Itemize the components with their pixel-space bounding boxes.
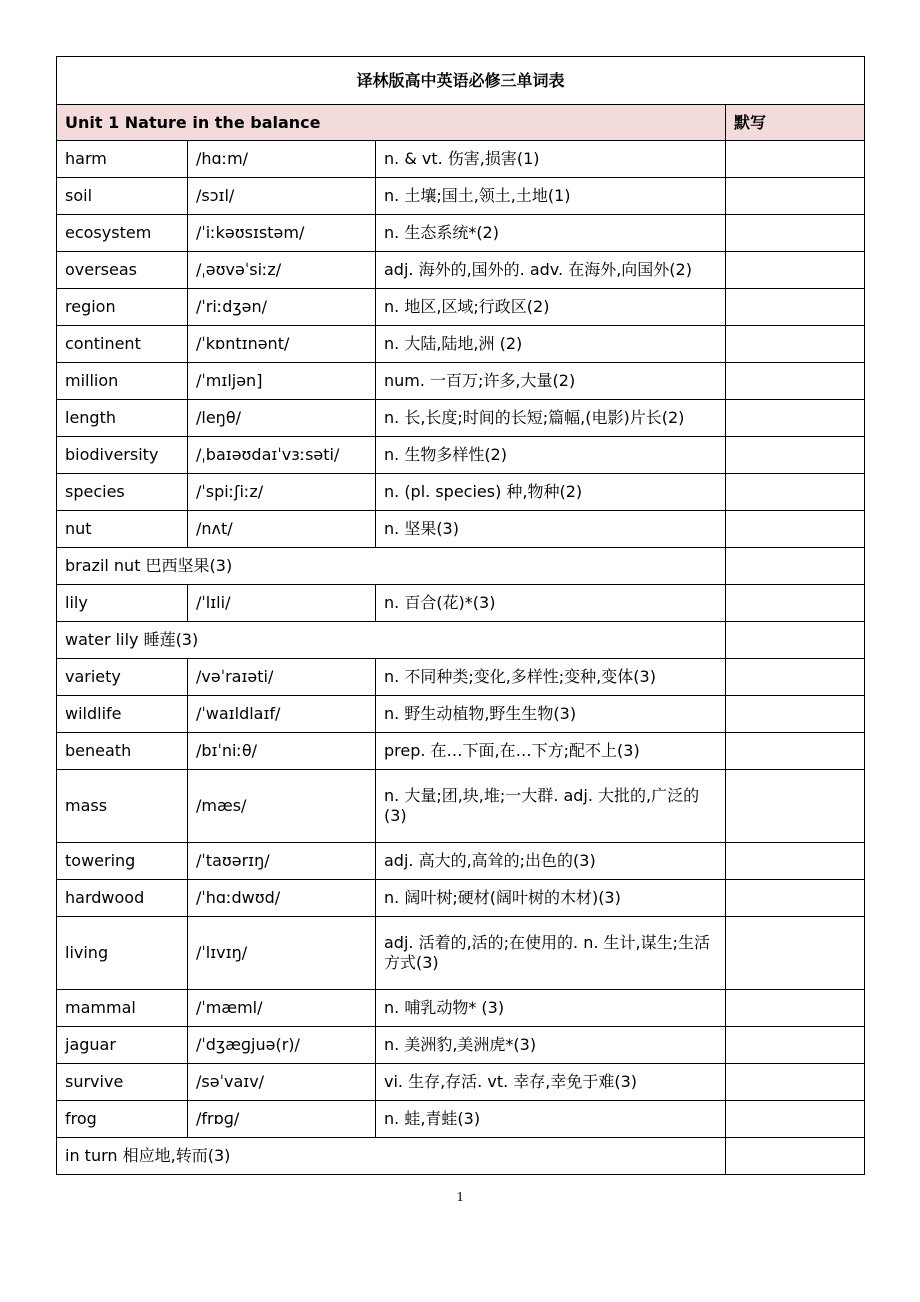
definition-cell: n. 蛙,青蛙(3)	[376, 1101, 726, 1138]
dictation-cell[interactable]	[726, 400, 865, 437]
definition-cell: n. 坚果(3)	[376, 511, 726, 548]
word-cell: hardwood	[57, 880, 188, 917]
dictation-cell[interactable]	[726, 289, 865, 326]
definition-cell: prep. 在…下面,在…下方;配不上(3)	[376, 733, 726, 770]
dictation-cell[interactable]	[726, 1138, 865, 1175]
word-cell: nut	[57, 511, 188, 548]
word-cell: wildlife	[57, 696, 188, 733]
word-cell: lily	[57, 585, 188, 622]
phonetic-cell: /hɑːm/	[188, 141, 376, 178]
definition-cell: adj. 活着的,活的;在使用的. n. 生计,谋生;生活方式(3)	[376, 917, 726, 990]
phonetic-cell: /mæs/	[188, 770, 376, 843]
word-cell: towering	[57, 843, 188, 880]
phonetic-cell: /ˈtaʊərɪŋ/	[188, 843, 376, 880]
dictation-cell[interactable]	[726, 622, 865, 659]
phrase-cell: in turn 相应地,转而(3)	[57, 1138, 726, 1175]
table-row	[57, 622, 865, 659]
word-cell: length	[57, 400, 188, 437]
table-row	[57, 770, 865, 843]
phonetic-cell: /ˈiːkəʊsɪstəm/	[188, 215, 376, 252]
dictation-cell[interactable]	[726, 659, 865, 696]
table-row	[57, 363, 865, 400]
dictation-cell[interactable]	[726, 1064, 865, 1101]
definition-cell: n. 野生动植物,野生生物(3)	[376, 696, 726, 733]
word-cell: variety	[57, 659, 188, 696]
word-cell: ecosystem	[57, 215, 188, 252]
definition-cell: vi. 生存,存活. vt. 幸存,幸免于难(3)	[376, 1064, 726, 1101]
dictation-cell[interactable]	[726, 733, 865, 770]
dictation-cell[interactable]	[726, 880, 865, 917]
table-row	[57, 843, 865, 880]
phonetic-cell: /ˈriːdʒən/	[188, 289, 376, 326]
table-row	[57, 289, 865, 326]
dictation-cell[interactable]	[726, 511, 865, 548]
table-row	[57, 880, 865, 917]
phonetic-cell: /ˈmæml/	[188, 990, 376, 1027]
word-cell: harm	[57, 141, 188, 178]
word-cell: frog	[57, 1101, 188, 1138]
phonetic-cell: /səˈvaɪv/	[188, 1064, 376, 1101]
phonetic-cell: /frɒɡ/	[188, 1101, 376, 1138]
phonetic-cell: /ˈmɪljən]	[188, 363, 376, 400]
word-cell: soil	[57, 178, 188, 215]
table-row	[57, 400, 865, 437]
dictation-cell[interactable]	[726, 585, 865, 622]
dictation-cell[interactable]	[726, 141, 865, 178]
phonetic-cell: /ˈkɒntɪnənt/	[188, 326, 376, 363]
table-row	[57, 141, 865, 178]
table-row	[57, 696, 865, 733]
phonetic-cell: /ˈwaɪldlaɪf/	[188, 696, 376, 733]
phonetic-cell: /ˌəʊvəˈsiːz/	[188, 252, 376, 289]
unit-heading: Unit 1 Nature in the balance	[57, 105, 726, 141]
word-cell: continent	[57, 326, 188, 363]
definition-cell: n. 土壤;国土,领土,土地(1)	[376, 178, 726, 215]
definition-cell: n. 生物多样性(2)	[376, 437, 726, 474]
table-row	[57, 548, 865, 585]
table-row	[57, 511, 865, 548]
phonetic-cell: /bɪˈniːθ/	[188, 733, 376, 770]
dictation-cell[interactable]	[726, 1027, 865, 1064]
table-row	[57, 1027, 865, 1064]
dictation-cell[interactable]	[726, 770, 865, 843]
dictation-cell[interactable]	[726, 178, 865, 215]
definition-cell: n. 阔叶树;硬材(阔叶树的木材)(3)	[376, 880, 726, 917]
phrase-cell: brazil nut 巴西坚果(3)	[57, 548, 726, 585]
word-cell: jaguar	[57, 1027, 188, 1064]
table-row	[57, 659, 865, 696]
definition-cell: n. & vt. 伤害,损害(1)	[376, 141, 726, 178]
dictation-cell[interactable]	[726, 917, 865, 990]
dictation-cell[interactable]	[726, 474, 865, 511]
table-row	[57, 437, 865, 474]
table-row	[57, 917, 865, 990]
vocab-table	[56, 56, 865, 1175]
word-cell: living	[57, 917, 188, 990]
phonetic-cell: /sɔɪl/	[188, 178, 376, 215]
definition-cell: num. 一百万;许多,大量(2)	[376, 363, 726, 400]
definition-cell: n. 不同种类;变化,多样性;变种,变体(3)	[376, 659, 726, 696]
phonetic-cell: /ˌbaɪəʊdaɪˈvɜːsəti/	[188, 437, 376, 474]
page-title: 译林版高中英语必修三单词表	[57, 57, 865, 105]
word-cell: survive	[57, 1064, 188, 1101]
definition-cell: n. 大量;团,块,堆;一大群. adj. 大批的,广泛的(3)	[376, 770, 726, 843]
definition-cell: adj. 高大的,高耸的;出色的(3)	[376, 843, 726, 880]
definition-cell: adj. 海外的,国外的. adv. 在海外,向国外(2)	[376, 252, 726, 289]
word-cell: beneath	[57, 733, 188, 770]
word-cell: region	[57, 289, 188, 326]
definition-cell: n. 大陆,陆地,洲 (2)	[376, 326, 726, 363]
word-cell: overseas	[57, 252, 188, 289]
definition-cell: n. 生态系统*(2)	[376, 215, 726, 252]
phonetic-cell: /ˈlɪvɪŋ/	[188, 917, 376, 990]
page-number: 1	[456, 1190, 464, 1205]
definition-cell: n. 百合(花)*(3)	[376, 585, 726, 622]
dictation-heading: 默写	[726, 105, 865, 141]
table-row	[57, 215, 865, 252]
dictation-cell[interactable]	[726, 437, 865, 474]
phonetic-cell: /ˈdʒæɡjuə(r)/	[188, 1027, 376, 1064]
definition-cell: n. 长,长度;时间的长短;篇幅,(电影)片长(2)	[376, 400, 726, 437]
table-row	[57, 1138, 865, 1175]
phonetic-cell: /leŋθ/	[188, 400, 376, 437]
table-row	[57, 1064, 865, 1101]
table-row	[57, 474, 865, 511]
definition-cell: n. 地区,区域;行政区(2)	[376, 289, 726, 326]
word-cell: mammal	[57, 990, 188, 1027]
word-cell: biodiversity	[57, 437, 188, 474]
definition-cell: n. 哺乳动物* (3)	[376, 990, 726, 1027]
table-row	[57, 178, 865, 215]
phrase-cell: water lily 睡莲(3)	[57, 622, 726, 659]
definition-cell: n. 美洲豹,美洲虎*(3)	[376, 1027, 726, 1064]
definition-cell: n. (pl. species) 种,物种(2)	[376, 474, 726, 511]
phonetic-cell: /ˈhɑːdwʊd/	[188, 880, 376, 917]
dictation-cell[interactable]	[726, 363, 865, 400]
table-row	[57, 733, 865, 770]
word-cell: million	[57, 363, 188, 400]
dictation-cell[interactable]	[726, 696, 865, 733]
phonetic-cell: /vəˈraɪəti/	[188, 659, 376, 696]
phonetic-cell: /ˈlɪli/	[188, 585, 376, 622]
dictation-cell[interactable]	[726, 326, 865, 363]
table-row	[57, 326, 865, 363]
table-row	[57, 252, 865, 289]
word-cell: species	[57, 474, 188, 511]
table-row	[57, 585, 865, 622]
table-row	[57, 990, 865, 1027]
table-row	[57, 1101, 865, 1138]
word-cell: mass	[57, 770, 188, 843]
dictation-cell[interactable]	[726, 215, 865, 252]
dictation-cell[interactable]	[726, 1101, 865, 1138]
dictation-cell[interactable]	[726, 548, 865, 585]
dictation-cell[interactable]	[726, 252, 865, 289]
dictation-cell[interactable]	[726, 990, 865, 1027]
dictation-cell[interactable]	[726, 843, 865, 880]
phonetic-cell: /ˈspiːʃiːz/	[188, 474, 376, 511]
phonetic-cell: /nʌt/	[188, 511, 376, 548]
